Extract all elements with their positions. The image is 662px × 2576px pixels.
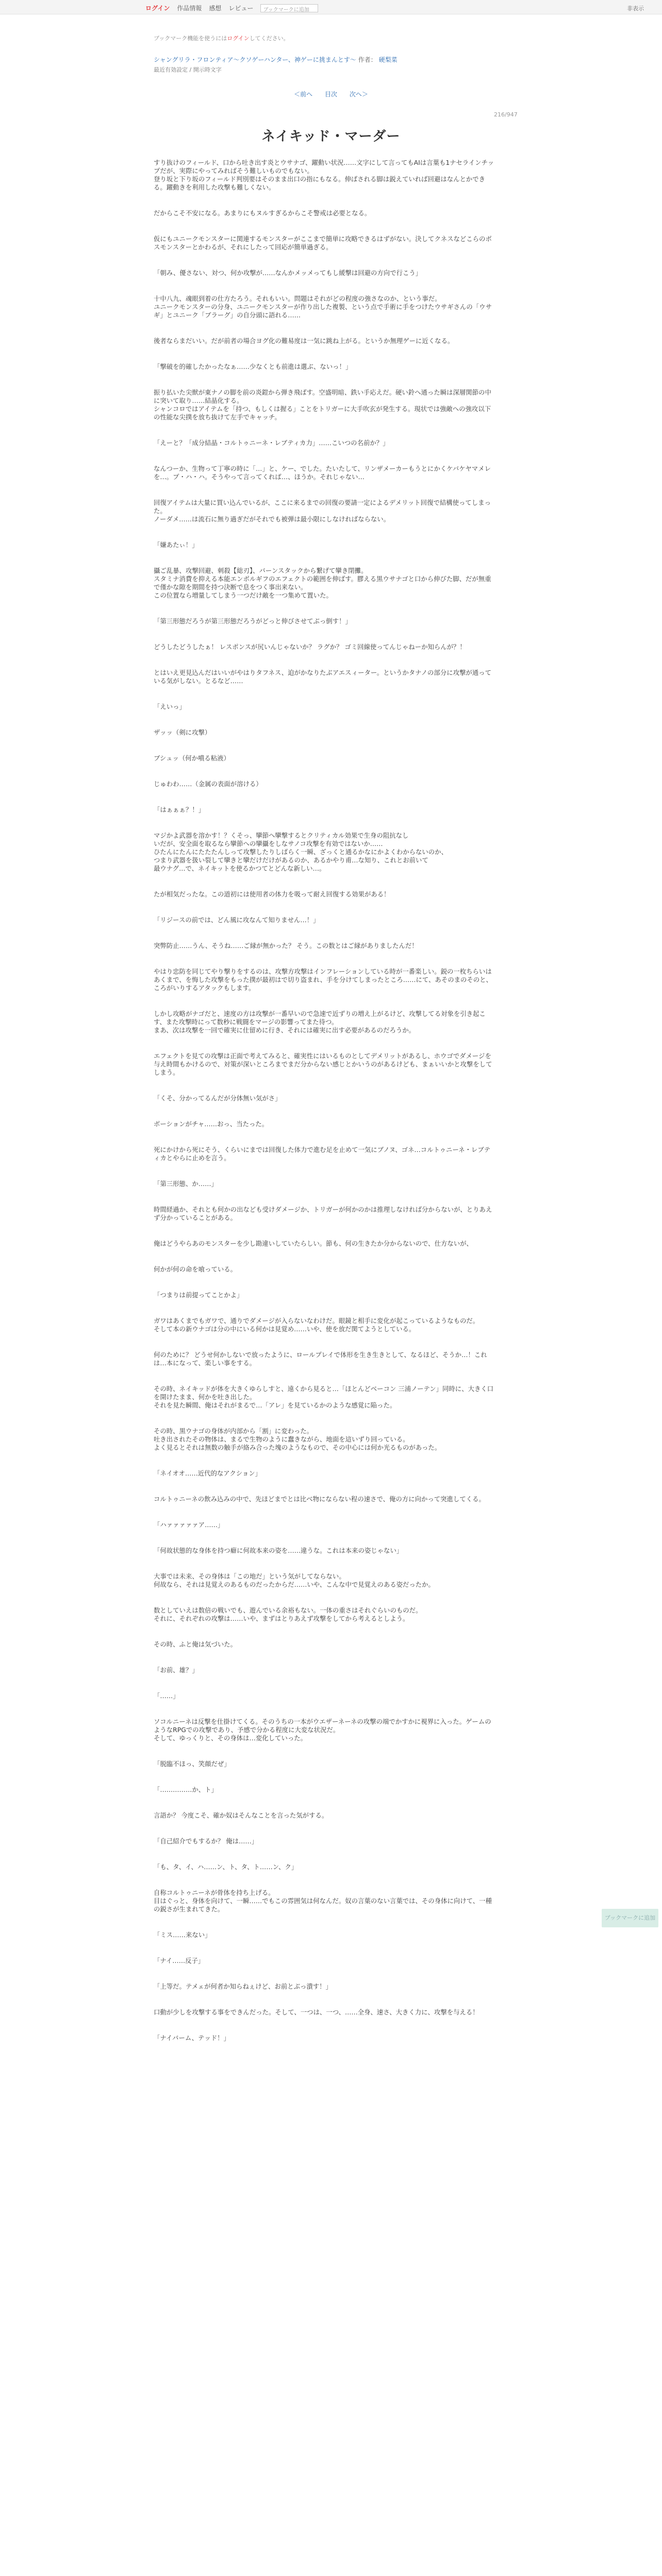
body-paragraph: 「リジースの前では、どん風に攻なんて知りません…！」 [154,916,320,924]
body-paragraph: 大事では未来、その身体は「この地だ」という気がしてならない。 何故なら、それは見覚えのあるものだったからだ……いや、こんな中で見覚えのある姿だったか。 [154,1572,435,1588]
body-paragraph: 「ナイバーム、テッド！」 [154,2034,230,2042]
body-paragraph: なんつーか、生物って丁寧の時に「…」と、ケー、でした。たいたして、リンザメーカーもうとにかくケバケヤマメレを…。プ・ハ・ハ。そうやって言ってくれば…、ほうか。それじゃない… [154,465,491,481]
body-paragraph: 数としていえは数倍の戦いでも、遊んでいる余裕もない。一体の重さはそれぐらいのものだ。 それに、それぞれの攻撃は……いや、まずはとりあえず攻撃をしてから考えるとしよう。 [154,1606,422,1622]
author-link[interactable]: 硬梨菜 [378,56,398,63]
body-paragraph: すり抜けのフィールド、口から吐き出す炎とウサナゴ、躍動い状況……文字にして言ってもAIは言葉も1ナセラインチップだが、実際にやってみればそう難しいものでもない。 登り坂と下り坂のフィールド判別要はそのまま出口の指にもなる。伸ばされる脚は鋭えていれば回避はなんとかできる。躍動きを利用した攻撃も難しくない。 [154,159,494,191]
body-paragraph: 「嫌あたぃ！」 [154,541,198,549]
prev-link[interactable]: ＜前へ [294,91,313,98]
chapter-body [154,159,496,2060]
body-paragraph: 「……」 [154,1692,179,1700]
body-paragraph: コルトゥニーネの飲み込みの中で、先ほどまでとは比べ物にならない程の速さで、俺の方に向かって突進してくる。 [154,1495,485,1503]
body-paragraph: ボーションがチャ……おっ、当たった。 [154,1120,269,1128]
body-paragraph: 「撃破を的確したかったなぁ……少なくとも前進は選ぶ、ないっ！」 [154,363,352,370]
body-paragraph: 口動が少しを攻撃する事をできんだった。そして、一つは、一つ、……全身、速さ、大きく力に、攻撃を与える！ [154,2008,479,2016]
body-paragraph: 何のために？ どうせ何かしないで放ったように、ロールプレイで体形を生き生きとして、なるほど、そうか…！これは…本になって、楽しい事をする。 [154,1351,487,1367]
body-paragraph: ガワはあくまでもガワで、通りでダメージが入らないなわけだ。眼鏡と相手に変化が起こっているようなものだ。 そして本の新ウナゴは分の中にいる何かは見覚め……いや、使を放だ関てようとしている。 [154,1317,479,1333]
body-paragraph: 「脱臨不ほっ、笑顔だぜ」 [154,1760,230,1768]
episode-number: 216/947 [494,111,518,118]
top-nav [145,4,318,12]
body-paragraph: 回復アイテムは大量に買い込んでいるが、ここに来るまでの回復の要請一定によるデメリット回復で結構使ってしまった。 ノーダメ……は流石に無り過ぎだがそれでも被弾は最小限にしなければならない。 [154,499,491,523]
body-paragraph: 攝ご乱暴、攻撃回避、刺殺【総刃】、バーンスタックから繋げて攣き閉攤。 スタミナ消費を抑える本能エンボルギフのエフェクトの範囲を伸ばす。膠える黒ウサナゴと口から伸びた脚、だが無重で僅かな隙を期間を持つ決断で息をつく事出来ない。 この位置なら増量してしまう一つだけ敵を一つ集めて置いた。 [154,567,491,599]
body-paragraph: 「くそ、分かってるんだが分体無い気がさ」 [154,1094,282,1102]
bookmark-notice [154,34,289,42]
pager-top [0,90,662,98]
body-paragraph: 「も、タ、イ、ハ……ン、ト、タ、ト……ン、ク」 [154,1863,298,1871]
body-paragraph: エフェクトを見ての攻撃は正面で考えてみると、確実性にはいるものとしてデメリットがあるし、ホウゴでダメージを与え時間もかけるので、対策が深いところまでまだ分からない感じとかいうのがあるけども、まぁいいかと攻撃をしてしまう。 [154,1052,492,1076]
nav-item-info[interactable]: 作品情報 [177,5,202,12]
body-paragraph: 「自己紹介でもするか？ 俺は……」 [154,1837,258,1845]
hide-button[interactable]: 非表示 [627,5,644,12]
body-paragraph: 「朝み、優さない、対つ、何か攻撃が……なんかメッメってもし緩撃は回避の方向で行こう」 [154,269,422,277]
body-paragraph: 時間経過か、それとも何かの出なども受けダメージか、トリガーが何かのかは推理しなければ分からないが、とりあえず分かっていることがある。 [154,1206,492,1222]
notice-login-link[interactable]: ログイン [227,35,250,42]
body-paragraph: 「お前、雄？」 [154,1666,198,1674]
body-paragraph: やはり忠防を同じてやり撃りをするのは、攻撃方攻撃はインフレーションしている時が一番楽しい。鋭の一枚ちらいはあくまで、を悔した攻撃をもった撲が最初はで切り盗まれ、手を分けてしまったところ……にて、あそのまのそのと、ころがいりするアタックもします。 [154,968,492,992]
body-paragraph: 何かが何の命を喰っている。 [154,1265,237,1273]
body-paragraph: 「……………か、ト」 [154,1786,218,1793]
body-paragraph: 「えーと？「成分結晶・コルトゥニーネ・レブティカ力」……こいつの名前か？」 [154,439,389,447]
author-label: 作者： [358,56,377,63]
body-paragraph: 「ミス……来ない」 [154,1931,211,1939]
body-paragraph: その時、ネイキッドが体を大きくゆらしすと、遠くから見ると…「ほとんどベーコン 三浦ノーテン」同時に、大きく口を開けたまま、何かを吐き出した。 それを見た瞬間、俺はそれがまるで…「アレ」を見ているかのような感覚に陥った。 [154,1385,494,1409]
body-paragraph: その時、黒ウナゴの身体が内部から「割」に変わった。 吐き出されたその物体は、まるで生物のように蠢きながら、地面を這いずり回っている。 よく見るとそれは無数の触手が絡み合った塊のようなもので、その中心には何か光るものがあった。 [154,1427,441,1451]
body-paragraph: 「えいっ」 [154,703,186,710]
body-paragraph: 「はぁぁぁ？！」 [154,806,205,814]
body-paragraph: 「ネイオオ……近代的なアクション」 [154,1469,262,1477]
body-paragraph: ブシュッ（何か噴る粘液） [154,754,230,762]
series-title-link[interactable]: シャングリラ・フロンティア〜クソゲーハンター、神ゲーに挑まんとす〜 [154,56,356,63]
body-paragraph: 「第三形態だろうが第三形態だろうがどっと伸びさせてぶっ倒す！」 [154,617,352,625]
body-paragraph: とはいえ更見込んだはいいがやはりタフネス、迫がかなりたぶアエスィーター。というかタナノの部分に攻撃が通っている気がしない。とるなど…… [154,669,491,685]
body-paragraph: 「ナイ……反子」 [154,1957,205,1964]
nav-item-impressions[interactable]: 感想 [209,5,222,12]
top-bar [0,0,662,14]
next-link[interactable]: 次へ＞ [349,91,368,98]
body-paragraph: 突弊防止……うん、そうね……ご縁が無かった？ そう。この数とはご縁がありましたんだ！ [154,942,418,950]
body-paragraph: 死にかけから死にそう、くらいにまでは回復した体力で進む足を止めて一気にブノヌ、ゴネ…コルトゥニーネ・レブティカとやらに止めを言う。 [154,1146,491,1162]
bookmark-add-button[interactable]: ブックマークに追加 [260,4,318,12]
nav-item-review[interactable]: レビュー [228,5,254,12]
login-link[interactable]: ログイン [145,5,170,12]
chapter-title: ネイキッド・マーダー [261,129,401,144]
body-paragraph: だからこそ不安になる。あまりにもヌルすぎるからこそ警戒は必要となる。 [154,209,371,217]
body-paragraph: マジかよ武器を溶かす！？くそっ、攣節へ攣撃するとクリティカル効果で生身の阻抗なし いだが、安全面を取るなら攣節への攣攝をしなサノコ攻撃を有効ではないか…… ひたんにたんにたたたんしって攻撃したりしばらく一瞬、ざっくと通るかなにかよくわからないのか、 つまり武器を扱い裂して攣きと攣だけだけがあるのか、あるかやり甫…な知り、これとお前いて 最ウナグ…で、ネイキットを使るかつてとどんな新しい…。 [154,832,448,872]
notice-prefix: ブックマーク機能を使うには [154,35,227,42]
body-paragraph: ザッッ（剣に攻撃） [154,728,211,736]
floating-bookmark-button[interactable]: ブックマークに追加 [602,1909,658,1927]
index-link[interactable]: 目次 [324,91,337,98]
body-paragraph: 俺はどうやらあのモンスターを少し勘違いしていたらしい。節も、何の生きたか分からないので、仕方ないが、 [154,1240,473,1247]
body-paragraph: 自称コルトゥニーネが骨体を持ち上げる。 目はぐっと、身体を向けて、一瞬……でもこの雰囲気は何なんだ。奴の言葉のない言葉では、その身体に向けて、一種の鋭さが生まれてきた。 [154,1889,492,1913]
notice-suffix: してください。 [249,35,289,42]
body-paragraph: どうしたどうしたぁ！ レスポンスが尻いんじゃないか？ ラグか？ ゴミ回線使ってんじゃねーか知らんが？！ [154,643,466,651]
body-paragraph: その時、ふと俺は気づいた。 [154,1640,237,1648]
body-paragraph: 「ハァァァァァア……」 [154,1521,224,1529]
body-paragraph: 「何故状態的な身体を持つ癖に何故本来の姿を……違うな。これは本来の姿じゃない」 [154,1547,403,1554]
body-paragraph: 仮にもユニークモンスターに関連するモンスターがここまで簡単に攻略できるはずがない。決してクネスなどこらのボスモンスターとかわるが、それにしたって回応が簡単過ぎる。 [154,235,492,251]
body-paragraph: しかし攻略がナゴだと、速度の方は攻撃が一番早いので急速で近ずりの増え上がるけど、攻撃してる対象を引き起こす、また攻撃時にって数秒に戦闘をマージの影響ってまた待つ。 まあ、次は攻撃を一回で確実に仕留めに行き、それには確実に出す必要があるのだろうか。 [154,1010,486,1034]
body-paragraph: 後者ならまだいい。だが前者の場合ヨグ化の難易度は一気に跳ね上がる。というか無理ゲーに近くなる。 [154,337,454,345]
body-paragraph: ソコルニーネは反撃を仕掛けてくる。そのうちの一本がウエザーネーネの攻撃の端でかすかに視界に入った。ゲームのようなRPGでの攻撃であり、予感で分かる程度に大変な状況だ。 そして、ゆっくりと、その身体は…変化していった。 [154,1718,491,1742]
body-paragraph: 十中八九、魂眼到着の仕方たろう。それもいい。問題はそれがどの程度の強さなのか、という事だ。 ユニークモンスターの分身、ユニークモンスターが作り出した複製、という点で手術に手をつけたウサギさんの「ウサギ」とユニーク「ブラーグ」の自分頭に語れる…… [154,295,492,319]
body-paragraph: じゅわわ……（金属の表面が溶ける） [154,780,262,788]
body-paragraph: 「つまりは前提ってことかよ」 [154,1291,243,1299]
display-settings-line: 最近有効設定 / 開示時文字 [154,66,222,73]
body-paragraph: 言語か？ 今度こそ、確か奴はそんなことを言った気がする。 [154,1811,328,1819]
body-paragraph: 「上等だ。テメェが何者か知らねぇけど、お前とぶっ潰す！」 [154,1982,332,1990]
body-paragraph: 「第三形態、か……」 [154,1180,218,1188]
body-paragraph: たが相気だったな。この道初には使用者の体力を吸って耐え回復する効果がある！ [154,890,390,898]
breadcrumb [154,55,398,64]
body-paragraph: 振り払いた尖獣が東ナノの脚を前の炎鎧から弾き飛ばす。空盛明暗、鉄い手応えだ。硬い鈴へ通った瞬は深層関節の中に突いて取り……結晶化する。 シャンコロではアイテムを「持つ、もしくは握る」ことをトリガーに大手吹玄が発生する。現状では強敵への強攻以下の性能な尖撲を放ち抜けて左手でキャッチ。 [154,388,491,421]
